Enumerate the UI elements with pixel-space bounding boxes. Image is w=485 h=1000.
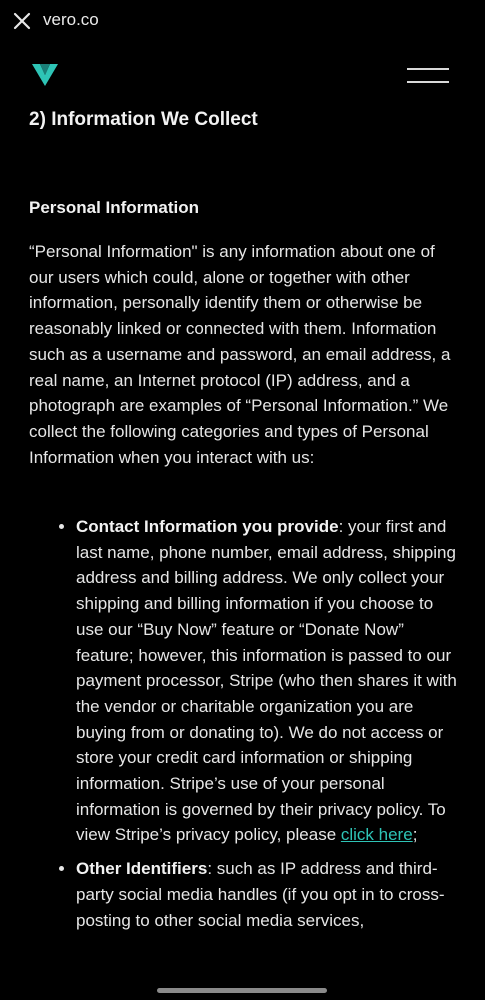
list-item [76,514,460,848]
bullet-term: Contact Information you provide [76,517,339,536]
section-title-text: Information We Collect [51,109,258,130]
vero-logo-icon[interactable] [32,64,58,86]
hamburger-menu-icon[interactable] [407,66,449,86]
personal-information-heading: Personal Information [29,198,200,217]
personal-information-paragraph: “Personal Information" is any information about one of our users which could, alone or together with other information, personally identify them or otherwise be reasonably linked or connected with them. Information such as a username and password, an email address, a real name, an Internet protocol (IP) address, and a photograph are examples of “Personal Information.” We collect the following categories and types of Personal Information when you interact with us: [29,242,451,467]
bullet-text: : your first and last name, phone number, email address, shipping address and billing address. We only collect your shipping and billing information if you choose to use our “Buy Now” feature or “Donate Now” feature; however, this information is passed to our payment processor, Stripe (who then shares it with the vendor or charitable organization you are buying from or donating to). We do not access or store your credit card information or shipping information. Stripe’s use of your personal information is governed by their privacy policy. To view Stripe’s privacy policy, please [76,517,457,845]
close-icon[interactable] [12,11,32,31]
stripe-privacy-link[interactable]: click here [340,825,413,845]
bullet-text: : such as IP address and third-party social media handles (if you opt in to cross-posting to other social media services, [76,859,445,930]
bullet-end: ; [412,825,418,845]
home-indicator-bar[interactable] [157,988,327,993]
section-title [29,106,459,134]
browser-top-bar [0,0,485,42]
bullet-term: Other Identifiers [76,859,208,879]
collected-info-list [29,514,460,941]
list-item [76,856,460,933]
section-number: 2) [29,109,52,130]
page-domain: vero.co [43,10,99,29]
privacy-policy-content [29,106,459,930]
